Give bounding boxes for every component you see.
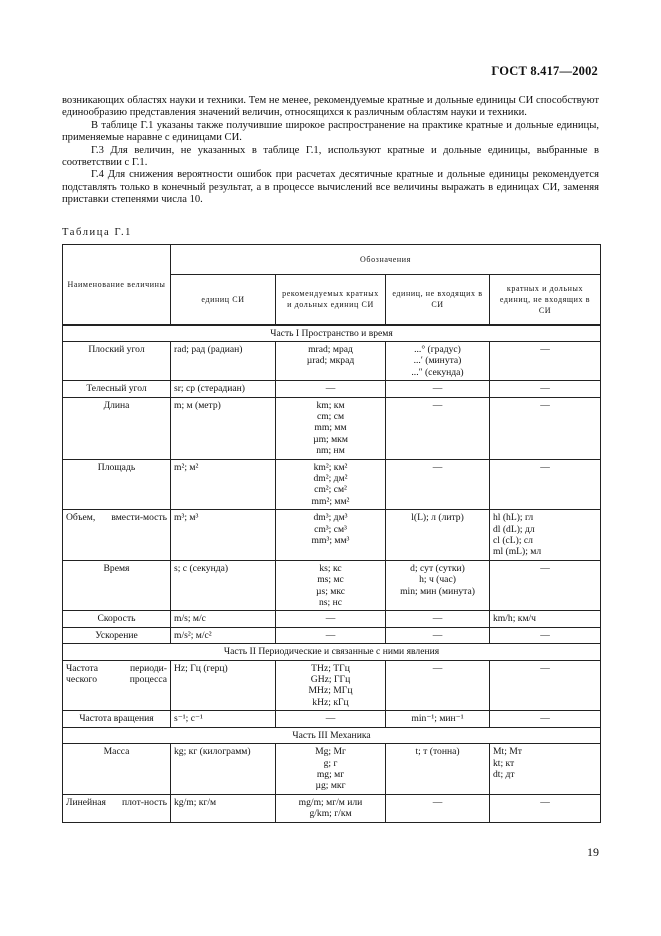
- header-designations: Обозначения: [171, 245, 601, 275]
- section-part-1: Часть I Пространство и время: [63, 325, 601, 342]
- row-name: Масса: [63, 744, 171, 795]
- cell-non-si-multiples: —: [490, 627, 601, 643]
- table-row: [63, 744, 601, 795]
- cell-non-si: —: [386, 794, 490, 822]
- paragraph-2: В таблице Г.1 указаны также получившие широкое распространение на практике кратные и дольные единицы, применяемые наравне с единицами СИ.: [62, 119, 599, 144]
- table-row: [63, 510, 601, 561]
- header-non-si-units: единиц, не входящих в СИ: [386, 275, 490, 325]
- cell-si: m²; м²: [171, 459, 276, 510]
- cell-si: s; с (секунда): [171, 560, 276, 611]
- cell-si: s⁻¹; с⁻¹: [171, 711, 276, 727]
- cell-recommended: dm³; дм³ cm³; см³ mm³; мм³: [276, 510, 386, 561]
- cell-non-si: —: [386, 627, 490, 643]
- table-row: [63, 794, 601, 822]
- cell-si: m/s²; м/с²: [171, 627, 276, 643]
- cell-non-si: min⁻¹; мин⁻¹: [386, 711, 490, 727]
- cell-non-si-multiples: —: [490, 381, 601, 397]
- table-row: [63, 611, 601, 627]
- table-row: [63, 397, 601, 459]
- cell-non-si: t; т (тонна): [386, 744, 490, 795]
- cell-non-si: —: [386, 459, 490, 510]
- cell-non-si-multiples: hl (hL); гл dl (dL); дл cl (cL); сл ml (mL); мл: [490, 510, 601, 561]
- page-number: 19: [587, 845, 599, 859]
- cell-non-si-multiples: km/h; км/ч: [490, 611, 601, 627]
- cell-si: m³; м³: [171, 510, 276, 561]
- table-row: [63, 459, 601, 510]
- cell-recommended: —: [276, 711, 386, 727]
- cell-recommended: mg/m; мг/м или g/km; г/км: [276, 794, 386, 822]
- units-table: [62, 244, 601, 823]
- table-row: [63, 341, 601, 380]
- section-part-2: Часть II Периодические и связанные с ними явления: [63, 644, 601, 660]
- cell-si: kg/m; кг/м: [171, 794, 276, 822]
- cell-recommended: THz; ТГц GHz; ГГц MHz; МГц kHz; кГц: [276, 660, 386, 711]
- row-name: Площадь: [63, 459, 171, 510]
- cell-non-si-multiples: Mt; Мт kt; кт dt; дт: [490, 744, 601, 795]
- cell-recommended: —: [276, 611, 386, 627]
- row-name: Линейная плот-ность: [63, 794, 171, 822]
- document-code: ГОСТ 8.417—2002: [491, 64, 598, 78]
- body-text: [62, 95, 599, 207]
- cell-recommended: ks; кс ms; мс µs; мкс ns; нс: [276, 560, 386, 611]
- header-si-units: единиц СИ: [171, 275, 276, 325]
- cell-non-si-multiples: —: [490, 794, 601, 822]
- cell-recommended: mrad; мрад µrad; мкрад: [276, 341, 386, 380]
- row-name: Плоский угол: [63, 341, 171, 380]
- cell-recommended: —: [276, 381, 386, 397]
- header-non-si-multiples: кратных и дольных единиц, не входящих в СИ: [490, 275, 601, 325]
- paragraph-1: возникающих областях науки и техники. Тем не менее, рекомендуемые кратные и дольные единицы СИ способствуют единообразию представления значений величин, относящихся к различным областям науки и техники.: [62, 95, 599, 119]
- paragraph-g3: Г.3 Для величин, не указанных в таблице Г.1, используют кратные и дольные единицы, выбранные в соответствии с Г.1.: [62, 144, 599, 169]
- row-name: Скорость: [63, 611, 171, 627]
- cell-non-si: —: [386, 397, 490, 459]
- row-name: Частота периоди-ческого процесса: [63, 660, 171, 711]
- table-row: [63, 711, 601, 727]
- cell-si: m/s; м/с: [171, 611, 276, 627]
- cell-non-si-multiples: —: [490, 459, 601, 510]
- cell-si: Hz; Гц (герц): [171, 660, 276, 711]
- header-quantity-name: Наименование величины: [63, 245, 171, 325]
- cell-recommended: Mg; Мг g; г mg; мг µg; мкг: [276, 744, 386, 795]
- cell-non-si: —: [386, 611, 490, 627]
- cell-non-si: —: [386, 381, 490, 397]
- cell-recommended: —: [276, 627, 386, 643]
- cell-si: sr; ср (стерадиан): [171, 381, 276, 397]
- row-name: Частота вращения: [63, 711, 171, 727]
- table-row: [63, 627, 601, 643]
- cell-non-si-multiples: —: [490, 341, 601, 380]
- row-name: Ускорение: [63, 627, 171, 643]
- cell-non-si-multiples: —: [490, 660, 601, 711]
- row-name: Объем, вмести-мость: [63, 510, 171, 561]
- cell-recommended: km²; км² dm²; дм² cm²; см² mm²; мм²: [276, 459, 386, 510]
- table-row: [63, 660, 601, 711]
- cell-non-si: d; сут (сутки) h; ч (час) min; мин (минута): [386, 560, 490, 611]
- paragraph-g4: Г.4 Для снижения вероятности ошибок при расчетах десятичные кратные и дольные единицы рекомендуется подставлять только в конечный результат, а в процессе вычислений все величины выражать в единицах СИ, заменяя приставки степенями числа 10.: [62, 169, 599, 206]
- cell-non-si: l(L); л (литр): [386, 510, 490, 561]
- cell-non-si: ...° (градус) ...′ (минута) ...″ (секунда): [386, 341, 490, 380]
- cell-non-si: —: [386, 660, 490, 711]
- section-part-3: Часть III Механика: [63, 727, 601, 743]
- table-row: [63, 560, 601, 611]
- row-name: Телесный угол: [63, 381, 171, 397]
- table-caption: Таблица Г.1: [62, 227, 133, 238]
- header-recommended-units: рекомендуемых кратных и дольных единиц СИ: [276, 275, 386, 325]
- row-name: Время: [63, 560, 171, 611]
- cell-si: kg; кг (килограмм): [171, 744, 276, 795]
- cell-non-si-multiples: —: [490, 711, 601, 727]
- cell-recommended: km; км cm; см mm; мм µm; мкм nm; нм: [276, 397, 386, 459]
- cell-si: m; м (метр): [171, 397, 276, 459]
- cell-non-si-multiples: —: [490, 397, 601, 459]
- cell-non-si-multiples: —: [490, 560, 601, 611]
- row-name: Длина: [63, 397, 171, 459]
- cell-si: rad; рад (радиан): [171, 341, 276, 380]
- table-row: [63, 381, 601, 397]
